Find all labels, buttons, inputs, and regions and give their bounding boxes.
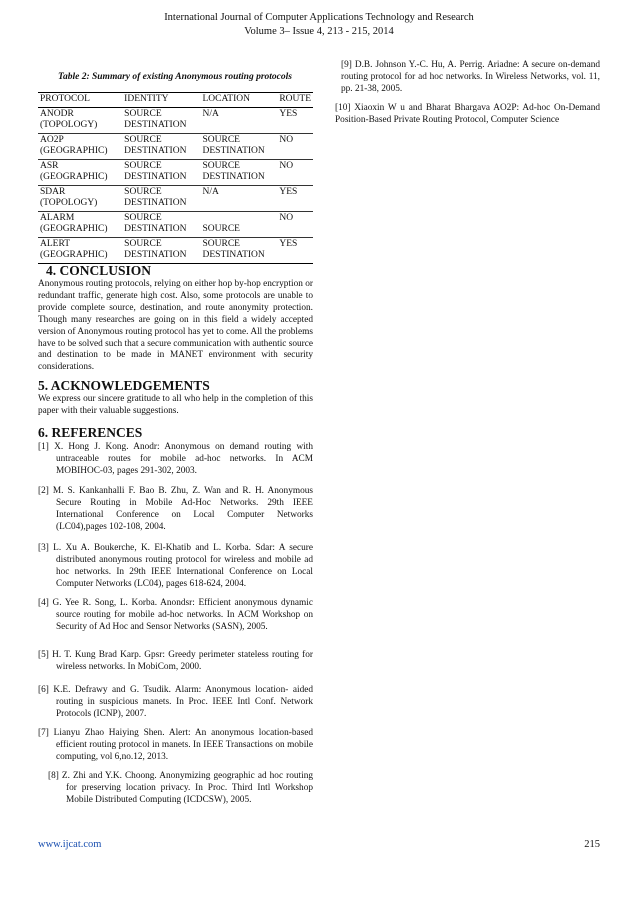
identity-cell [122, 107, 200, 133]
route-cell: NO [277, 159, 313, 185]
identity-line: DESTINATION [124, 146, 187, 156]
location-line: N/A [202, 186, 219, 197]
reference-item [38, 685, 313, 721]
reference-text: [3] L. Xu A. Boukerche, K. El-Khatib and L. Korba. Sdar: A secure distributed anonymous routing protocol for wireless and mobile ad hoc networks. In 29th IEEE International Conference on Local Computer Networks (LC04), pages 618-624, 2004. [38, 543, 313, 589]
reference-item [38, 543, 313, 591]
journal-url-link[interactable]: www.ijcat.com [38, 839, 102, 850]
table-row [38, 237, 313, 263]
protocol-name: ALERT [40, 238, 71, 249]
reference-item [48, 771, 313, 807]
identity-line: SOURCE [124, 160, 162, 171]
protocol-cell [38, 237, 122, 263]
reference-text: [7] Lianyu Zhao Haiying Shen. Alert: An anonymous location-based efficient routing protocol in manets. In IEEE Transactions on mobile computing, vol 6,no.12, 2013. [38, 728, 313, 762]
references-section [38, 425, 313, 441]
identity-line: DESTINATION [124, 172, 187, 182]
conclusion-text: Anonymous routing protocols, relying on either hop by-hop encryption or redundant traffic, generate high cost. Also, some protocols are unable to provide complete source, destination, and route anonymity protection. Though many researches are going on in this field a widely accepted version of Anonymous routing protocol has yet to come. All the problems have to be solved such that a secure communication with authentic source and destination to be made in MANET environment with security considerations. [38, 279, 313, 373]
reference-item [38, 442, 313, 478]
route-cell: YES [277, 185, 313, 211]
col-header-protocol: PROTOCOL [38, 93, 122, 108]
route-cell: YES [277, 237, 313, 263]
reference-text: [9] D.B. Johnson Y.-C. Hu, A. Perrig. Ariadne: A secure on-demand routing protocol for ad hoc networks. In Wireless Networks, vol. 11, pp. 21-38, 2005. [341, 60, 600, 94]
table-row [38, 185, 313, 211]
table-row [38, 133, 313, 159]
reference-item [38, 486, 313, 534]
conclusion-section [38, 263, 313, 374]
protocol-name: SDAR [40, 186, 66, 197]
protocol-type: (GEOGRAPHIC) [40, 224, 108, 234]
protocol-name: AO2P [40, 134, 64, 145]
identity-line: SOURCE [124, 238, 162, 249]
location-line: N/A [202, 108, 219, 119]
identity-line: SOURCE [124, 186, 162, 197]
reference-item [38, 728, 313, 764]
reference-text: [5] H. T. Kung Brad Karp. Gpsr: Greedy perimeter stateless routing for wireless networks. In MobiCom, 2000. [38, 650, 313, 672]
protocol-type: (GEOGRAPHIC) [40, 250, 108, 260]
protocol-name: ANODR [40, 108, 74, 119]
identity-line: DESTINATION [124, 120, 187, 130]
protocol-cell [38, 159, 122, 185]
location-line: DESTINATION [202, 172, 265, 182]
identity-cell [122, 159, 200, 185]
location-line: SOURCE [202, 134, 240, 145]
location-cell [201, 211, 278, 237]
location-cell [201, 107, 278, 133]
identity-line: SOURCE [124, 108, 162, 119]
protocol-cell [38, 107, 122, 133]
location-cell [201, 159, 278, 185]
identity-line: SOURCE [124, 212, 162, 223]
location-cell [201, 237, 278, 263]
reference-text: [1] X. Hong J. Kong. Anodr: Anonymous on demand routing with untraceable routes for mobile ad-hoc networks. In ACM MOBIHOC-03, pages 291-302, 2003. [38, 442, 313, 476]
location-line: SOURCE [202, 238, 240, 249]
acknowledgements-text: We express our sincere gratitude to all who help in the completion of this paper with their valuable suggestions. [38, 394, 313, 416]
col-header-route: ROUTE [277, 93, 313, 108]
table-row [38, 107, 313, 133]
location-cell [201, 133, 278, 159]
identity-cell [122, 211, 200, 237]
protocol-cell [38, 133, 122, 159]
page-number: 215 [584, 839, 600, 850]
table-row [38, 211, 313, 237]
reference-item [335, 103, 600, 127]
reference-text: [4] G. Yee R. Song, L. Korba. Anondsr: Efficient anonymous dynamic source routing for mobile ad-hoc networks. In ACM Workshop on Security of Ad Hoc and Sensor Networks (SASN), 2005. [38, 598, 313, 632]
protocol-type: (TOPOLOGY) [40, 198, 98, 208]
protocol-type: (GEOGRAPHIC) [40, 172, 108, 182]
route-cell: NO [277, 211, 313, 237]
reference-item [38, 598, 313, 634]
identity-cell [122, 185, 200, 211]
location-cell [201, 185, 278, 211]
location-line: DESTINATION [202, 146, 265, 156]
reference-text: [10] Xiaoxin W u and Bharat Bhargava AO2P: Ad-hoc On-Demand Position-Based Private Routing Protocol, Computer Science [335, 103, 600, 125]
identity-line: DESTINATION [124, 198, 187, 208]
identity-cell [122, 237, 200, 263]
protocol-type: (TOPOLOGY) [40, 120, 98, 130]
conclusion-heading: 4. CONCLUSION [46, 263, 152, 278]
reference-text: [6] K.E. Defrawy and G. Tsudik. Alarm: Anonymous location- aided routing in suspicious manets. In Proc. IEEE Intl Conf. Network Protocols (ICNP), 2007. [38, 685, 313, 719]
col-header-location: LOCATION [201, 93, 278, 108]
identity-line: DESTINATION [124, 250, 187, 260]
journal-volume: Volume 3– Issue 4, 213 - 215, 2014 [244, 26, 394, 37]
reference-text: [2] M. S. Kankanhalli F. Bao B. Zhu, Z. Wan and R. H. Anonymous Secure Routing in Mobile Ad-Hoc Networks. 29th IEEE International Conference on Local Computer Networks (LC04),pages 102-108, 2004. [38, 486, 313, 532]
reference-item [38, 650, 313, 674]
location-line: SOURCE [202, 224, 240, 234]
acknowledgements-section [38, 378, 313, 418]
reference-item [335, 60, 600, 96]
journal-title: International Journal of Computer Applications Technology and Research [164, 12, 474, 23]
protocol-name: ASR [40, 160, 59, 171]
reference-text: [8] Z. Zhi and Y.K. Choong. Anonymizing geographic ad hoc routing for preserving location privacy. In Proc. Third Intl Workshop Mobile Distributed Computing (ICDCSW), 2005. [48, 771, 313, 805]
protocol-type: (GEOGRAPHIC) [40, 146, 108, 156]
location-line: DESTINATION [202, 250, 265, 260]
references-heading: 6. REFERENCES [38, 425, 143, 440]
col-header-identity: IDENTITY [122, 93, 200, 108]
table-header-row [38, 93, 313, 108]
protocol-cell [38, 185, 122, 211]
route-cell: YES [277, 107, 313, 133]
protocol-name: ALARM [40, 212, 75, 223]
protocol-cell [38, 211, 122, 237]
location-line: SOURCE [202, 160, 240, 171]
summary-table [38, 92, 313, 264]
identity-line: SOURCE [124, 134, 162, 145]
identity-cell [122, 133, 200, 159]
identity-line: DESTINATION [124, 224, 187, 234]
acknowledgements-heading: 5. ACKNOWLEDGEMENTS [38, 378, 210, 393]
table-row [38, 159, 313, 185]
route-cell: NO [277, 133, 313, 159]
table-caption: Table 2: Summary of existing Anonymous routing protocols [58, 72, 292, 82]
